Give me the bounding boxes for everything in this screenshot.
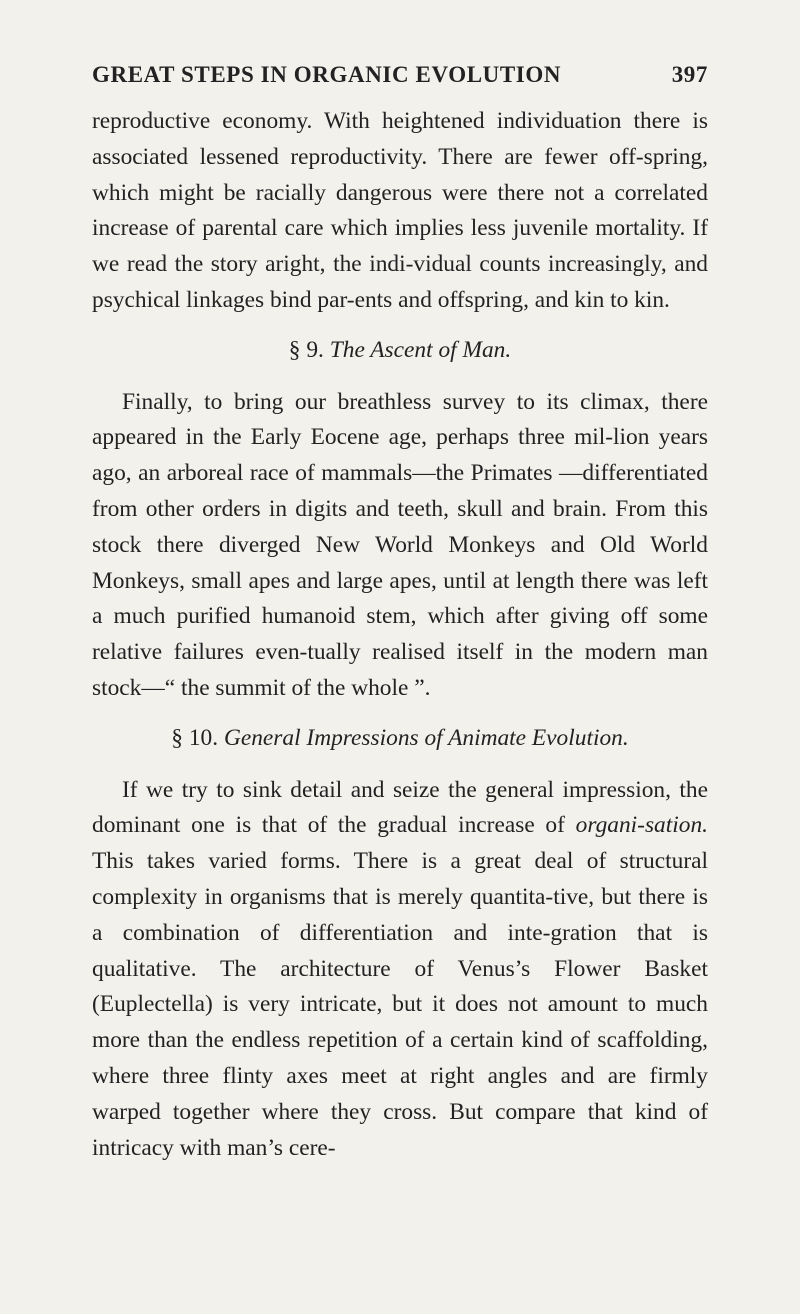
section-number-10: § 10. xyxy=(171,724,219,751)
paragraph-text-start: If we try to sink detail and seize the general impression, the dominant one is that of the gradual increase of xyxy=(92,776,708,839)
section-heading-10 xyxy=(92,721,708,757)
paragraph-reproductive-economy: reproductive economy. With heightened individuation there is associated lessened reproductivity. There are fewer off-spring, which might be racially dangerous were there not a correlated increase of parental care which implies less juvenile mortality. If we read the story aright, the indi-vidual counts increasingly, and psychical linkages bind par-ents and offspring, and kin to kin. xyxy=(92,108,708,313)
running-head-title: GREAT STEPS IN ORGANIC EVOLUTION xyxy=(92,62,562,87)
running-head xyxy=(92,62,708,88)
section-heading-9 xyxy=(92,333,708,369)
section-title-10: General Impressions of Animate Evolution. xyxy=(223,724,629,751)
section-number-9: § 9. xyxy=(288,336,324,363)
section-title-9: The Ascent of Man. xyxy=(329,336,512,363)
paragraph-ascent-of-man: Finally, to bring our breathless survey to its climax, there appeared in the Early Eocene age, perhaps three mil-lion years ago, an arboreal race of mammals—the Primates —differentiated from other orders in digits and teeth, skull and brain. From this stock there diverged New World Monkeys and Old World Monkeys, small apes and large apes, until at length there was left a much purified humanoid stem, which after giving off some relative failures even-tually realised itself in the modern man stock—“ the summit of the whole ”. xyxy=(92,388,708,701)
page-number: 397 xyxy=(671,62,708,87)
paragraph-general-impressions xyxy=(92,773,708,1167)
paragraph-text-rest: This takes varied forms. There is a great deal of structural complexity in organisms that is merely quantita-tive, but there is a combination of differentiation and inte-gration that is qualitative. The architecture of Venus’s Flower Basket (Euplectella) is very intricate, but it does not amount to much more than the endless repetition of a certain kind of scaffolding, where three flinty axes meet at right angles and are firmly warped together where they cross. But compare that kind of intricacy with man’s cere- xyxy=(92,848,708,1161)
emphasis-organisation: organi-sation. xyxy=(575,812,708,839)
